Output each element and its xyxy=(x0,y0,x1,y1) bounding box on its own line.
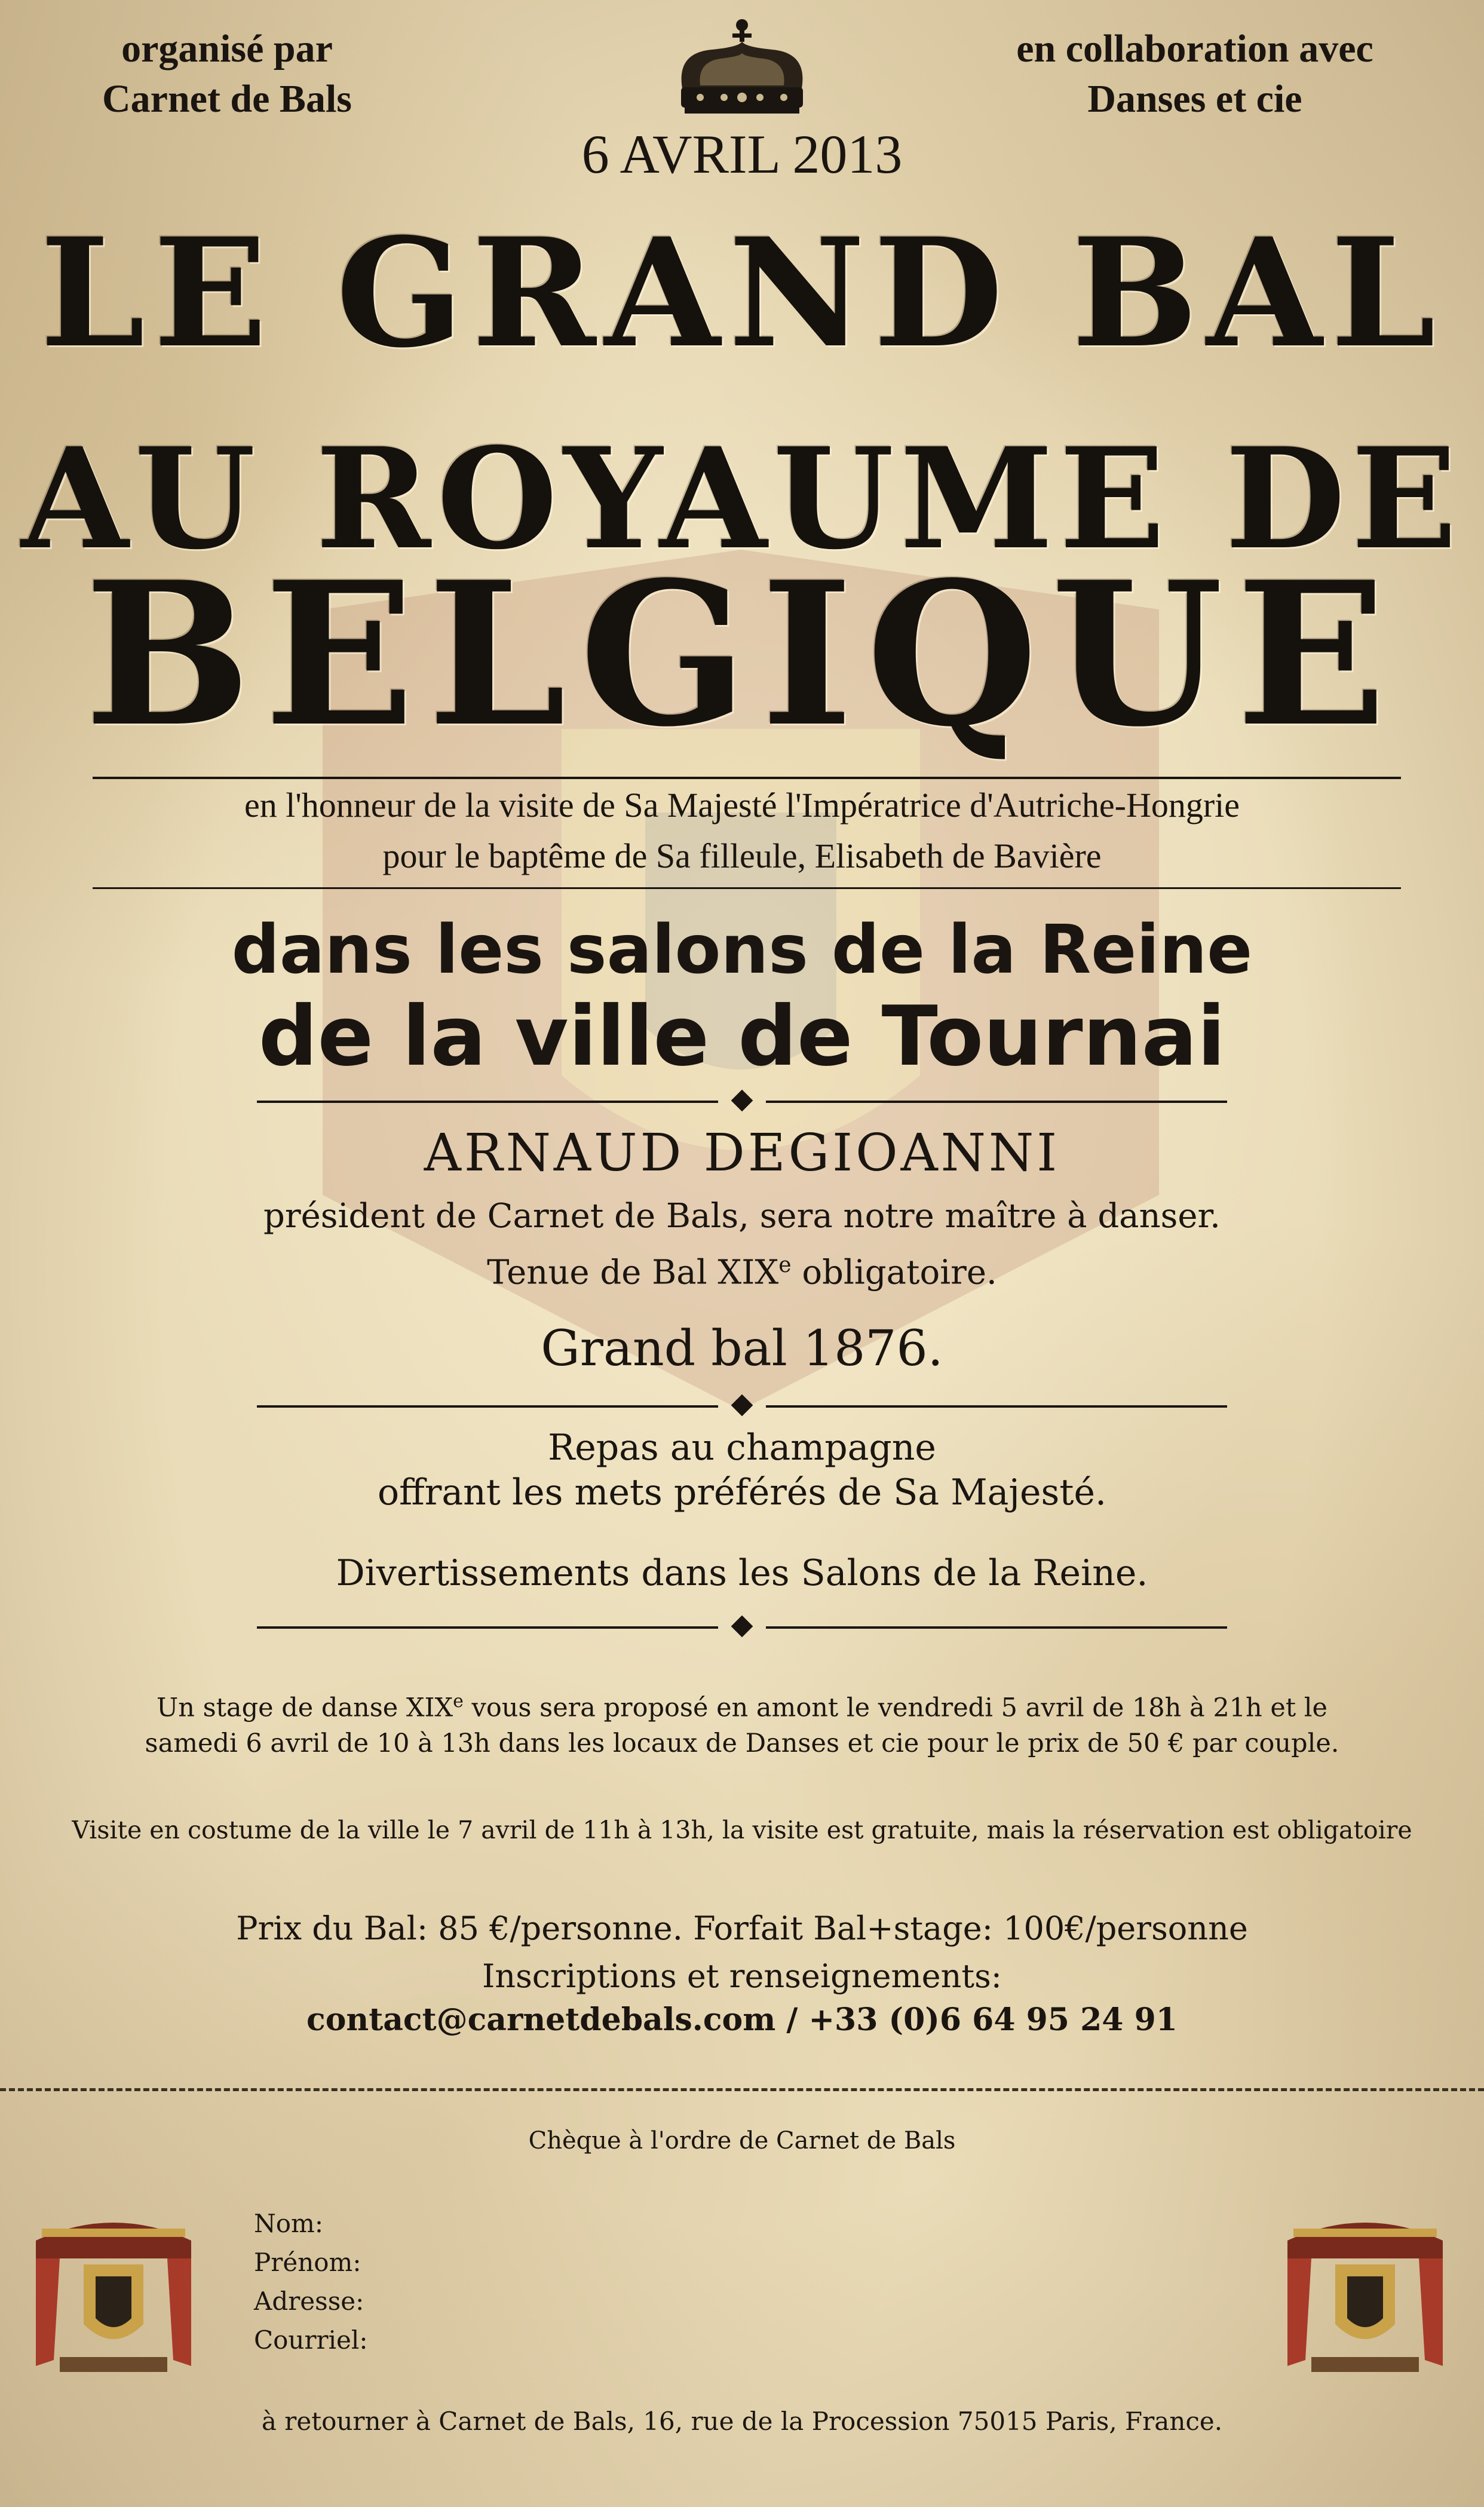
ornament-divider-1 xyxy=(257,1101,1227,1103)
grand-bal-year: Grand bal 1876. xyxy=(541,1320,943,1377)
host-name: ARNAUD DEGIOANNI xyxy=(424,1123,1060,1183)
coat-of-arms-icon xyxy=(24,2205,203,2384)
repas-line-3: Divertissements dans les Salons de la Reine. xyxy=(336,1552,1148,1594)
organiser-label: organisé par xyxy=(121,27,333,71)
stage-line-1-rest: vous sera proposé en amont le vendredi 5 avril de 18h à 21h et le xyxy=(463,1693,1328,1723)
collaboration-block xyxy=(968,24,1422,124)
crown-icon xyxy=(664,17,820,124)
form-adresse-label: Adresse: xyxy=(254,2287,364,2316)
collaboration-label: en collaboration avec xyxy=(1016,27,1373,71)
event-date: 6 AVRIL 2013 xyxy=(581,124,903,185)
stage-superscript: e xyxy=(453,1691,464,1712)
cheque-note: Chèque à l'ordre de Carnet de Bals xyxy=(528,2127,956,2154)
title-line-3: BELGIQUE xyxy=(84,538,1400,770)
dress-code-suffix: obligatoire. xyxy=(791,1253,997,1292)
dress-code xyxy=(0,1243,1484,1296)
inscriptions-label: Inscriptions et renseignements: xyxy=(482,1957,1002,1995)
form-nom-label: Nom: xyxy=(254,2209,324,2238)
price-line: Prix du Bal: 85 €/personne. Forfait Bal+stage: 100€/personne xyxy=(236,1910,1248,1947)
honour-line-2: pour le baptême de Sa filleule, Elisabeth de Bavière xyxy=(382,836,1102,875)
dress-code-text: Tenue de Bal XIX xyxy=(487,1253,779,1292)
title-line-2: AU ROYAUME DE xyxy=(21,417,1463,580)
form-courriel-label: Courriel: xyxy=(254,2325,368,2355)
cut-line xyxy=(0,2088,1484,2091)
form-prenom-label: Prénom: xyxy=(254,2248,361,2277)
dress-code-superscript: e xyxy=(778,1253,792,1277)
title-line-1: LE GRAND BAL xyxy=(39,205,1444,381)
organiser-name: Carnet de Bals xyxy=(102,77,352,121)
repas-line-1: Repas au champagne xyxy=(548,1427,936,1469)
stage-line-1-text: Un stage de danse XIX xyxy=(156,1693,453,1723)
stage-line-2: samedi 6 avril de 10 à 13h dans les locaux de Danses et cie pour le prix de 50 € par couple. xyxy=(145,1728,1339,1758)
stage-line-1 xyxy=(0,1682,1484,1727)
collaboration-name: Danses et cie xyxy=(1087,77,1302,121)
organiser-block xyxy=(60,24,394,124)
repas-line-2: offrant les mets préférés de Sa Majesté. xyxy=(377,1472,1107,1513)
visite-line: Visite en costume de la ville le 7 avril de 11h à 13h, la visite est gratuite, mais la réservation est obligatoire xyxy=(72,1816,1412,1844)
contact-line: contact@carnetdebals.com / +33 (0)6 64 95 24 91 xyxy=(306,2002,1178,2038)
divider-bottom xyxy=(93,887,1401,889)
venue-line-1: dans les salons de la Reine xyxy=(231,911,1253,989)
return-address: à retourner à Carnet de Bals, 16, rue de la Procession 75015 Paris, France. xyxy=(261,2407,1223,2436)
ornament-divider-2 xyxy=(257,1405,1227,1408)
honour-line-1: en l'honneur de la visite de Sa Majesté l'Impératrice d'Autriche-Hongrie xyxy=(244,786,1240,825)
divider-top xyxy=(93,777,1401,779)
ornament-divider-3 xyxy=(257,1626,1227,1629)
coat-of-arms-icon-right xyxy=(1275,2205,1455,2384)
host-role: président de Carnet de Bals, sera notre maître à danser. xyxy=(263,1197,1221,1236)
venue-line-2: de la ville de Tournai xyxy=(258,988,1226,1084)
